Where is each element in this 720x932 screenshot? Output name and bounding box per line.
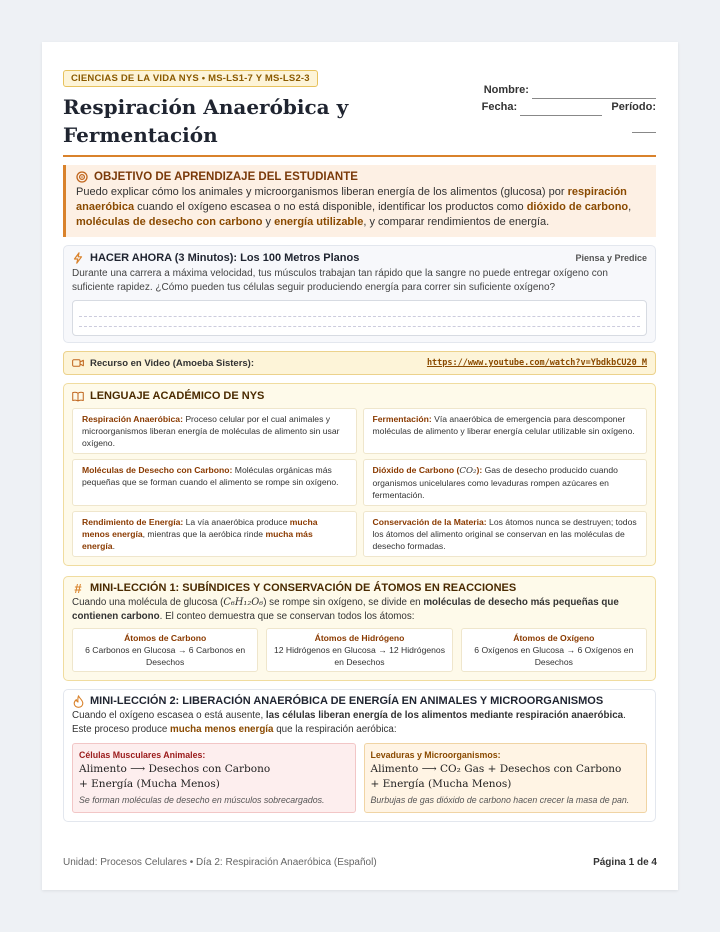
lesson1-heading [72, 582, 647, 594]
lesson1-text-3: . El conteo demuestra que se conservan todos los átomos: [159, 611, 415, 622]
count-title: Átomos de Hidrógeno [314, 633, 405, 643]
objective-text-1: Puedo explicar cómo los animales y microorganismos liberan energía de los alimentos (glucosa) por [76, 186, 568, 198]
vocab-grid [72, 408, 647, 557]
animal-box-title: Células Musculares Animales: [79, 750, 206, 760]
term-definition: Los átomos nunca se destruyen; todos los átomos del alimento original se conservan en las moléculas de desecho formadas. [372, 517, 637, 551]
answer-line [79, 307, 640, 317]
objective-heading [76, 171, 646, 183]
animal-note: Se forman moléculas de desecho en músculos sobrecargados. [79, 795, 325, 805]
video-resource [63, 351, 656, 375]
lesson2-text-3: que la respiración aeróbica: [273, 724, 397, 735]
lesson2-text-2: . Este proceso produce [72, 710, 626, 735]
header-divider [63, 155, 656, 157]
yeast-equation-line-2: + Energía (Mucha Menos) [370, 778, 512, 790]
standards-tag: CIENCIAS DE LA VIDA NYS • MS-LS1-7 Y MS-LS2-3 [63, 70, 318, 87]
do-now-badge: Piensa y Predice [575, 253, 647, 263]
term-definition: . [112, 541, 115, 551]
term-definition: Moléculas orgánicas más pequeñas que se forman cuando el alimento se rompe sin oxígeno. [82, 465, 339, 487]
objective-title: OBJETIVO DE APRENDIZAJE DEL ESTUDIANTE [94, 171, 358, 183]
carbon-count [72, 628, 258, 672]
lesson2-text [72, 709, 647, 737]
learning-objective [63, 165, 656, 237]
do-now-heading [72, 252, 647, 264]
hydrogen-count [266, 628, 452, 672]
page-number: Página 1 de 4 [593, 857, 657, 868]
animal-equation-line-2: + Energía (Mucha Menos) [79, 778, 220, 790]
yeast-note: Burbujas de gas dióxido de carbono hacen crecer la masa de pan. [370, 795, 630, 805]
target-icon [76, 171, 88, 183]
yeast-equation-line-1: Alimento ⟶ CO₂ Gas + Desechos con Carbono [370, 763, 622, 775]
count-text: 12 Hidrógenos en Glucosa → 12 Hidrógenos en Desechos [273, 645, 445, 667]
term-name: Fermentación: [372, 414, 432, 424]
hash-icon: # [74, 580, 82, 596]
term-name: Respiración Anaeróbica: [82, 414, 183, 424]
objective-text-4: y [262, 216, 275, 228]
page-title: Respiración Anaeróbica y Fermentación [63, 95, 349, 147]
answer-line [79, 317, 640, 327]
lesson2-text-1: Cuando el oxígeno escasea o está ausente, [72, 710, 266, 721]
page-footer [63, 857, 657, 868]
vocabulary-section [63, 383, 656, 566]
video-label: Recurso en Video (Amoeba Sisters): [90, 357, 255, 369]
lesson2-key-2: mucha menos energía [170, 724, 274, 735]
video-link[interactable]: https://www.youtube.com/watch?v=YbdkbCU20_M [426, 358, 647, 368]
student-info [466, 82, 656, 133]
term-name: Dióxido de Carbono ( [372, 465, 460, 475]
comparison-boxes [72, 743, 647, 813]
lesson2-key-1: las células liberan energía de los alimentos mediante respiración anaeróbica [265, 710, 624, 721]
lesson2-title: MINI-LECCIÓN 2: LIBERACIÓN ANAERÓBICA DE ENERGÍA EN ANIMALES Y MICROORGANISMOS [90, 695, 604, 707]
yeast-box-title: Levaduras y Microorganismos: [370, 750, 501, 760]
worksheet-page [42, 42, 678, 890]
nombre-label: Nombre: [483, 84, 529, 96]
lightning-icon [72, 252, 84, 264]
lesson1-text-1: Cuando una molécula de glucosa ( [72, 597, 224, 608]
objective-text-2: cuando el oxígeno escasea o no está disponible, identificar los productos como [134, 201, 527, 213]
vocab-term-conservation [363, 511, 648, 557]
fecha-label: Fecha: [481, 101, 518, 113]
glucose-formula: C₆H₁₂O₆ [223, 597, 264, 608]
count-title: Átomos de Oxígeno [513, 633, 595, 643]
objective-key-2: dióxido de carbono [526, 201, 629, 213]
term-definition: , mientras que la aeróbica rinde [142, 529, 266, 539]
vocab-term-waste-molecules [72, 459, 357, 506]
term-definition: Proceso celular por el cual animales y microorganismos liberan energía de moléculas de alimento sin usar oxígeno. [82, 414, 340, 448]
do-now-card [63, 245, 656, 343]
lesson1-text-2: ) se rompe sin oxígeno, se divide en [263, 597, 424, 608]
objective-text-5: , y comparar rendimientos de energía. [363, 216, 550, 228]
objective-key-3: moléculas de desecho con carbono [76, 216, 263, 228]
vocab-term-co2 [363, 459, 648, 506]
header [63, 68, 656, 149]
objective-text [76, 185, 646, 230]
vocab-term-fermentation [363, 408, 648, 454]
term-name: Moléculas de Desecho con Carbono: [82, 465, 233, 475]
oxygen-count [461, 628, 647, 672]
objective-text-3: , [628, 201, 632, 213]
lesson1-text [72, 596, 647, 624]
periodo-field[interactable] [632, 132, 656, 133]
footer-unit: Unidad: Procesos Celulares • Día 2: Respiración Anaeróbica (Español) [63, 857, 377, 868]
term-name: Conservación de la Materia: [372, 517, 487, 527]
count-title: Átomos de Carbono [124, 633, 207, 643]
objective-key-1: respiración anaeróbica [76, 186, 627, 213]
lesson1-title: MINI-LECCIÓN 1: SUBÍNDICES Y CONSERVACIÓN DE ÁTOMOS EN REACCIONES [90, 582, 517, 594]
animal-equation-line-1: Alimento ⟶ Desechos con Carbono [79, 763, 271, 775]
atom-counts [72, 628, 647, 672]
flame-icon [72, 695, 84, 707]
term-name-end: ): [476, 465, 483, 475]
term-definition: Gas de desecho producido cuando organismos unicelulares como levaduras rompen azúcares en fermentación. [372, 465, 618, 500]
term-name: Rendimiento de Energía: [82, 517, 184, 527]
fecha-field[interactable] [520, 115, 602, 116]
do-now-answer-box[interactable] [72, 300, 647, 336]
mini-lesson-2 [63, 689, 656, 822]
periodo-label: Período: [611, 101, 656, 113]
book-icon [72, 390, 84, 402]
video-camera-icon [72, 357, 84, 369]
count-text: 6 Carbonos en Glucosa → 6 Carbonos en Desechos [85, 645, 246, 667]
lesson2-heading [72, 695, 647, 707]
do-now-prompt: Durante una carrera a máxima velocidad, tus músculos trabajan tan rápido que la sangre no puede entregar oxígeno con suficiente rapidez. ¿Cómo pueden tus células seguir produciendo energía para correr sin suficiente oxígeno? [72, 268, 608, 293]
co2-formula: CO₂ [459, 466, 477, 476]
vocab-heading [72, 390, 647, 402]
objective-key-4: energía utilizable [274, 216, 364, 228]
animal-cells-box [72, 743, 356, 813]
term-key: mucha más energía [82, 529, 313, 551]
page-content [63, 68, 656, 822]
do-now-title: HACER AHORA (3 Minutos): Los 100 Metros Planos [90, 252, 360, 264]
vocab-title: LENGUAJE ACADÉMICO DE NYS [90, 390, 265, 402]
mini-lesson-1 [63, 576, 656, 681]
term-definition: Vía anaeróbica de emergencia para descomponer moléculas de alimento y liberar energía celular utilizable sin oxígeno. [372, 414, 635, 436]
yeast-box [364, 743, 648, 813]
term-definition: La vía anaeróbica produce [183, 517, 290, 527]
lesson1-key: moléculas de desecho más pequeñas que contienen carbono [72, 597, 619, 622]
vocab-term-energy-yield [72, 511, 357, 557]
count-text: 6 Oxígenos en Glucosa → 6 Oxígenos en Desechos [474, 645, 634, 667]
vocab-term-anaerobic [72, 408, 357, 454]
term-key: mucha menos energía [82, 517, 318, 539]
